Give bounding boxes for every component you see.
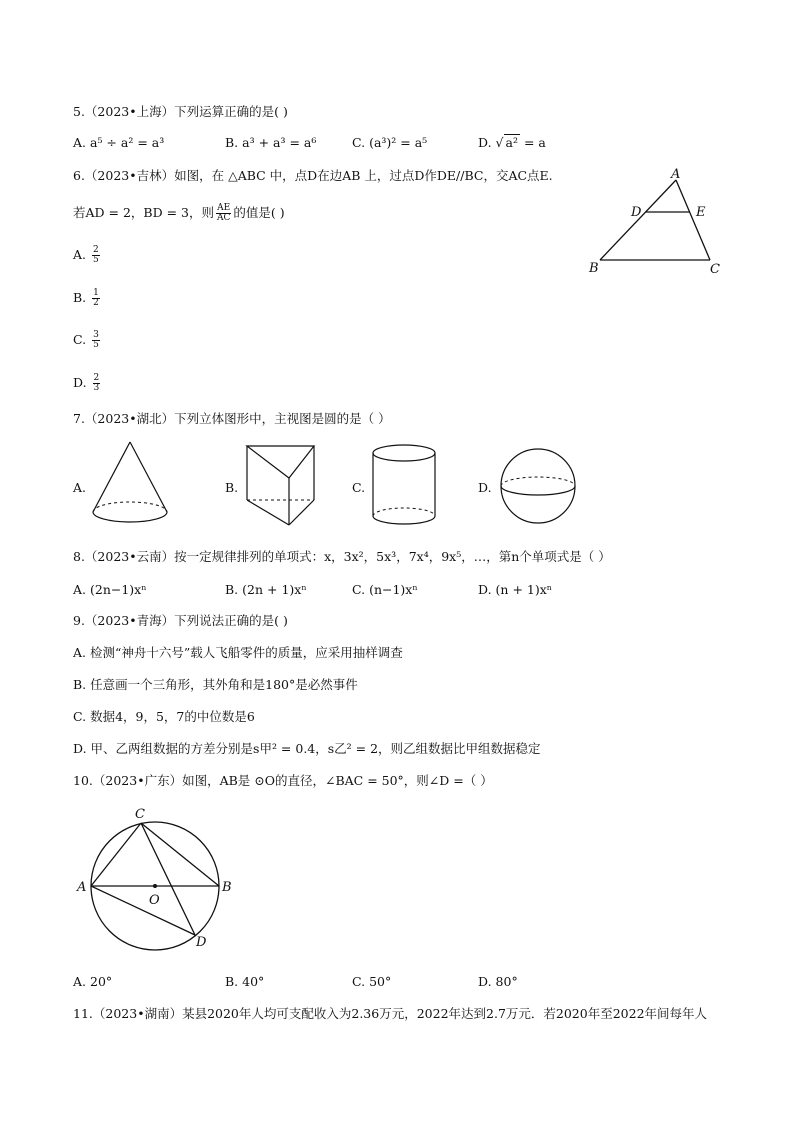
option-text: (2n−1)xⁿ [90,582,147,597]
option-label: D. [478,582,492,597]
q9-stem: 9.（2023•青海）下列说法正确的是( ) [73,613,288,628]
q5-option-b [225,135,316,151]
q9-option-b: B. 任意画一个三角形，其外角和是180°是必然事件 [73,677,358,692]
cylinder-figure [372,443,442,533]
q7-label-d: D. [478,480,492,495]
label-d: D [196,935,207,950]
q6-stem-pre: 若AD = 2，BD = 3，则 [73,205,215,220]
q7-label-b: B. [225,480,239,495]
q8-option-a [73,582,147,598]
fraction-denominator: 2 [93,298,99,308]
option-fraction [93,374,101,393]
side-ab [600,180,676,260]
option-label: C. [352,582,366,597]
q6-option-d [73,374,102,393]
option-text: (n−1)xⁿ [369,582,418,597]
q7-stem: 7.（2023•湖北）下列立体图形中，主视图是圆的是（ ） [73,411,391,426]
fraction-denominator: 5 [93,340,99,350]
option-text: (2n + 1)xⁿ [242,582,307,597]
fraction-numerator: 3 [93,330,99,340]
chord-cd [141,823,195,935]
option-label: A. [73,247,87,262]
q6-option-b [73,289,102,308]
option-text: 80° [495,974,518,989]
option-label: B. [225,135,239,150]
q6-stem-line1: 6.（2023•吉林）如图，在 △ABC 中，点D在边AB 上，过点D作DE//BC，交AC点E. [73,168,553,183]
option-label: C. [352,135,366,150]
q8-option-c [352,582,418,598]
chord-ac [91,823,141,886]
q6-option-a [73,246,102,265]
option-label: B. [73,290,87,305]
option-text: (n + 1)xⁿ [495,582,553,597]
cone-figure [90,440,170,530]
label-o: O [149,893,160,908]
fraction-numerator: 1 [93,288,99,298]
q10-stem: 10.（2023•广东）如图，AB是 ⊙O的直径，∠BAC = 50°，则∠D =（ ） [73,773,493,788]
label-a: A [77,880,87,895]
fraction-denominator: AC [217,213,231,223]
q9-option-a: A. 检测“神舟十六号”载人飞船零件的质量，应采用抽样调查 [73,645,403,660]
fraction-denominator: 5 [93,255,99,265]
triangle-figure [580,160,730,280]
prism-figure [244,443,324,533]
option-label: C. [352,974,366,989]
option-text: (a³)² = a⁵ [369,135,428,150]
sphere-figure [500,448,580,528]
option-label: D. [478,974,492,989]
chord-cb [141,823,219,886]
label-a: A [671,167,681,182]
q9-option-d: D. 甲、乙两组数据的方差分别是s甲² = 0.4，s乙² = 2，则乙组数据比甲组数据稳定 [73,741,541,756]
label-c: C [710,262,720,277]
q8-option-b [225,582,307,598]
option-label: A. [73,582,87,597]
q10-option-d [478,974,518,990]
radicand: a² [505,135,518,150]
center-point [153,884,157,888]
label-c: C [135,807,145,822]
q10-option-b [225,974,264,990]
q7-label-c: C. [352,480,366,495]
option-text: 50° [369,974,392,989]
q8-stem: 8.（2023•云南）按一定规律排列的单项式：x，3x²，5x³，7x⁴，9x⁵，…，第n个单项式是（ ） [73,549,611,564]
option-text: a⁵ ÷ a² = a³ [90,135,165,150]
fraction-numerator: 2 [93,245,99,255]
option-label: D. [73,375,87,390]
q5-stem: 5.（2023•上海）下列运算正确的是( ) [73,104,288,119]
label-d: D [631,205,642,220]
q6-stem-post: 的值是( ) [233,205,285,220]
option-text: = a [523,135,546,150]
option-label: C. [73,332,87,347]
option-text: a³ + a³ = a⁶ [242,135,317,150]
option-label: D. [478,135,492,150]
q7-label-a: A. [73,480,87,495]
option-label: B. [225,582,239,597]
fraction-numerator: AE [217,203,231,213]
q10-option-c [352,974,391,990]
fraction-denominator: 3 [93,383,100,393]
option-label: A. [73,974,87,989]
option-text: 20° [90,974,113,989]
option-fraction [92,331,100,350]
option-fraction [92,289,100,308]
ratio-fraction [216,204,231,223]
q6-stem-line2 [73,204,285,223]
option-fraction [92,246,100,265]
q10-option-a [73,974,112,990]
option-label: A. [73,135,87,150]
q5-option-c [352,135,427,151]
q6-option-c [73,331,102,350]
q11-stem: 11.（2023•湖南）某县2020年人均可支配收入为2.36万元，2022年达到2.7万元．若2020年至2022年间每年人 [73,1006,708,1021]
label-b: B [222,880,232,895]
label-e: E [696,205,706,220]
option-text: 40° [242,974,265,989]
q5-option-d [478,135,546,151]
sqrt-expression: √ a² [495,135,518,150]
option-label: B. [225,974,239,989]
fraction-numerator: 2 [93,373,100,383]
q5-option-a [73,135,164,151]
q8-option-d [478,582,552,598]
side-ac [676,180,710,260]
q9-option-c: C. 数据4，9，5，7的中位数是6 [73,709,255,724]
label-b: B [589,261,599,276]
circle-figure [75,800,245,950]
